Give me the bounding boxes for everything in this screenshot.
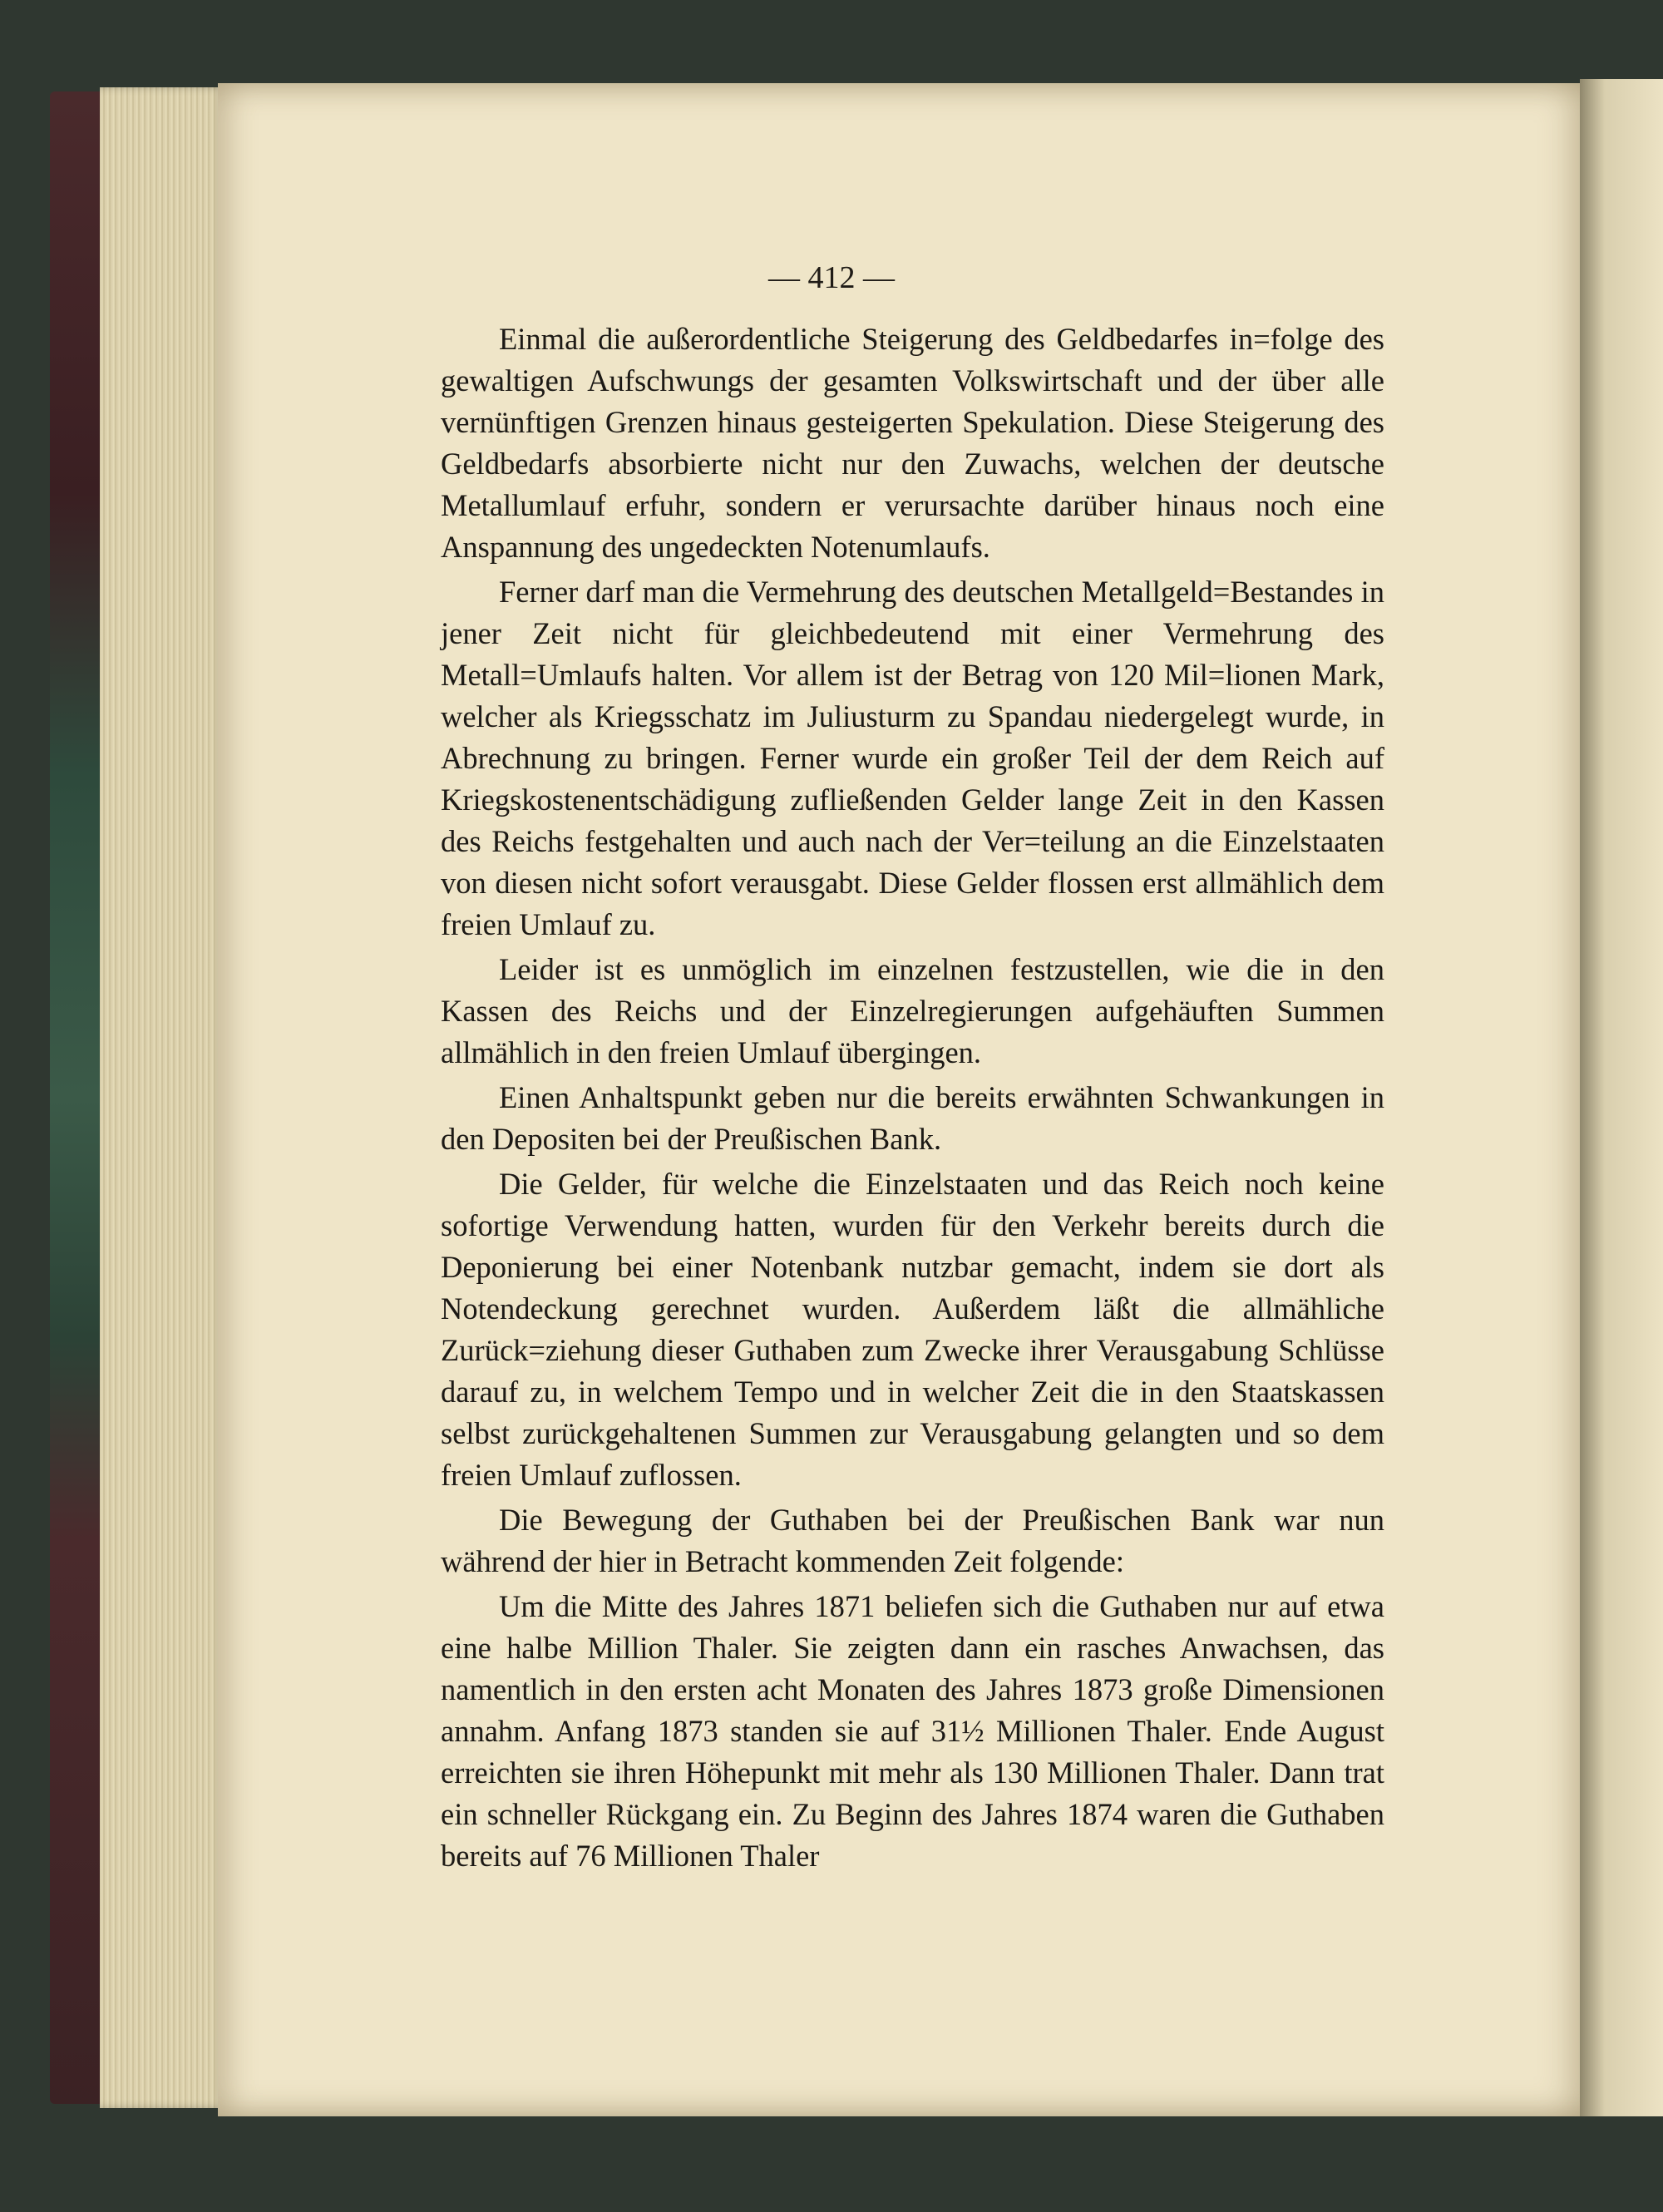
- paragraph: Einmal die außerordentliche Steigerung des Geldbedarfes in=folge des gewaltigen Aufschwungs der gesamten Volkswirtschaft und der über alle vernünftigen Grenzen hinaus gesteigerten Spekulation. Diese Steigerung des Geldbedarfs absorbierte nicht nur den Zuwachs, welchen der deutsche Metallumlauf erfuhr, sondern er verursachte darüber hinaus noch eine Anspannung des ungedeckten Notenumlaufs.: [441, 322, 1384, 564]
- paragraph: Die Bewegung der Guthaben bei der Preußischen Bank war nun während der hier in Betracht kommenden Zeit folgende:: [441, 1503, 1384, 1578]
- page-stack-edges: [100, 87, 225, 2108]
- body-text: [441, 318, 1384, 1880]
- paragraph: Um die Mitte des Jahres 1871 beliefen sich die Guthaben nur auf etwa eine halbe Million Thaler. Sie zeigten dann ein rasches Anwachsen, das namentlich in den ersten acht Monaten des Jahres 1873 große Dimensionen annahm. Anfang 1873 standen sie auf 31½ Millionen Thaler. Ende August erreichten sie ihren Höhepunkt mit mehr als 130 Millionen Thaler. Dann trat ein schneller Rückgang ein. Zu Beginn des Jahres 1874 waren die Guthaben bereits auf 76 Millionen Thaler: [441, 1589, 1384, 1873]
- page-number: — 412 —: [768, 260, 895, 295]
- paragraph: Ferner darf man die Vermehrung des deutschen Metallgeld=Bestandes in jener Zeit nicht für gleichbedeutend mit einer Vermehrung des Metall=Umlaufs halten. Vor allem ist der Betrag von 120 Mil=lionen Mark, welcher als Kriegsschatz im Juliusturm zu Spandau niedergelegt wurde, in Abrechnung zu bringen. Ferner wurde ein großer Teil der dem Reich auf Kriegskostenentschädigung zufließenden Gelder lange Zeit in den Kassen des Reichs festgehalten und auch nach der Ver=teilung an die Einzelstaaten von diesen nicht sofort verausgabt. Diese Gelder flossen erst allmählich dem freien Umlauf zu.: [441, 575, 1384, 941]
- paragraph: Die Gelder, für welche die Einzelstaaten und das Reich noch keine sofortige Verwendung hatten, wurden für den Verkehr bereits durch die Deponierung bei einer Notenbank nutzbar gemacht, indem sie dort als Notendeckung gerechnet wurden. Außerdem läßt die allmähliche Zurück=ziehung dieser Guthaben zum Zwecke ihrer Verausgabung Schlüsse darauf zu, in welchem Tempo und in welcher Zeit die in den Staatskassen selbst zurückgehaltenen Summen zur Verausgabung gelangten und so dem freien Umlauf zuflossen.: [441, 1167, 1384, 1492]
- facing-page-edge: [1580, 79, 1663, 2116]
- paragraph: Einen Anhaltspunkt geben nur die bereits erwähnten Schwankungen in den Depositen bei der Preußischen Bank.: [441, 1080, 1384, 1156]
- paragraph: Leider ist es unmöglich im einzelnen festzustellen, wie die in den Kassen des Reichs und der Einzelregierungen aufgehäuften Summen allmählich in den freien Umlauf übergingen.: [441, 952, 1384, 1069]
